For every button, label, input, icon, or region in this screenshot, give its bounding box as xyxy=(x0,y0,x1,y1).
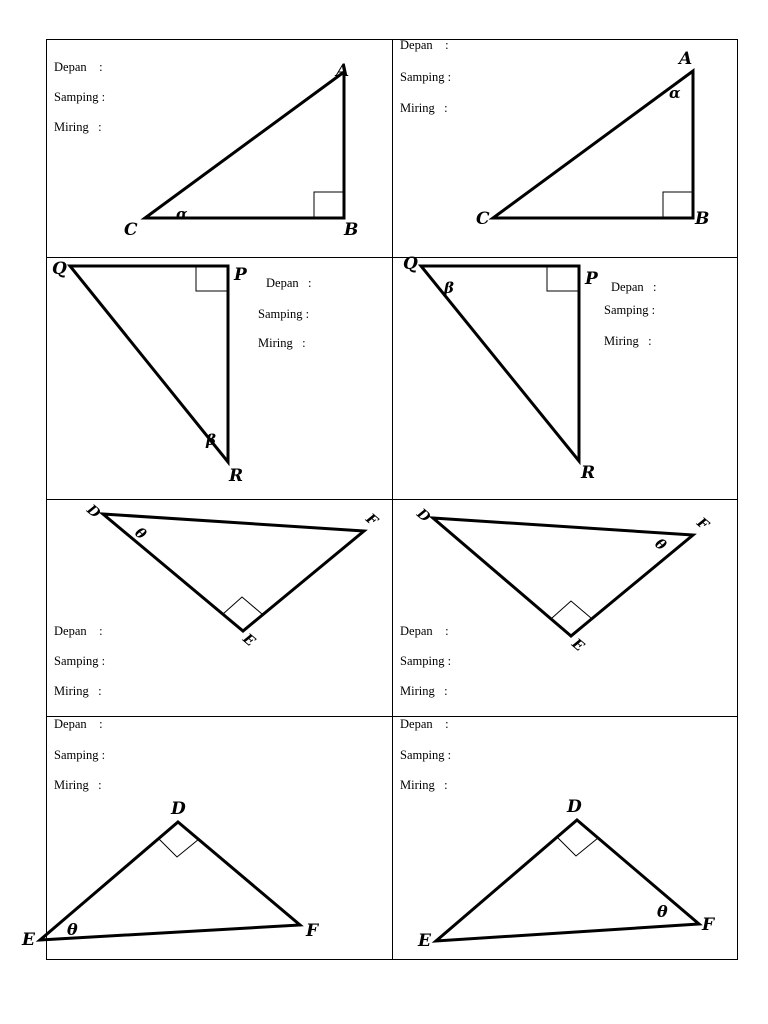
label-depan-c3: Depan : xyxy=(266,276,312,290)
label-depan-c6: Depan : xyxy=(400,624,449,638)
right-angle-mark-c3 xyxy=(196,266,228,291)
label-miring-c5: Miring : xyxy=(54,684,102,698)
vertex-label-a-c2: A xyxy=(679,49,693,69)
label-depan-c2: Depan : xyxy=(400,38,449,52)
vertex-label-f-c6: F xyxy=(693,514,712,534)
label-samping-c5: Samping : xyxy=(54,654,106,668)
label-samping-c2: Samping : xyxy=(400,70,452,84)
vertex-label-e-c5: E xyxy=(239,630,258,650)
label-depan-c5: Depan : xyxy=(54,624,103,638)
label-samping-c8: Samping : xyxy=(400,748,452,762)
vertex-label-q-c3: Q xyxy=(52,259,67,279)
vertex-label-p-c3: P xyxy=(234,265,247,285)
label-depan-c1: Depan : xyxy=(54,60,103,74)
vertex-label-b-c2: B xyxy=(695,209,710,229)
vertex-label-f-c8: F xyxy=(702,915,715,935)
right-angle-mark-c6 xyxy=(552,601,591,618)
label-miring-c3: Miring : xyxy=(258,336,306,350)
label-depan-c4: Depan : xyxy=(611,280,657,294)
vertex-label-e-c6: E xyxy=(568,635,587,655)
vertex-label-p-c4: P xyxy=(585,269,598,289)
angle-label-c7: θ xyxy=(67,920,78,939)
angle-label-c5: θ xyxy=(131,524,149,544)
triangle-c7 xyxy=(40,822,300,940)
label-miring-c8: Miring : xyxy=(400,778,448,792)
triangle-c6 xyxy=(433,518,693,636)
angle-label-c1: α xyxy=(176,205,188,223)
vertex-label-r-c4: R xyxy=(581,463,596,483)
label-miring-c1: Miring : xyxy=(54,120,102,134)
right-angle-mark-c4 xyxy=(547,266,579,291)
label-depan-c7: Depan : xyxy=(54,717,103,731)
label-samping-c7: Samping : xyxy=(54,748,106,762)
vertex-label-f-c7: F xyxy=(306,921,319,941)
vertex-label-d-c7: D xyxy=(171,799,186,819)
label-samping-c3: Samping : xyxy=(258,307,310,321)
vertex-label-r-c3: R xyxy=(229,466,244,486)
label-samping-c6: Samping : xyxy=(400,654,452,668)
label-miring-c6: Miring : xyxy=(400,684,448,698)
vertex-label-d-c5: D xyxy=(83,501,104,522)
vertex-label-b-c1: B xyxy=(344,220,359,240)
triangle-c8 xyxy=(436,820,699,941)
label-miring-c7: Miring : xyxy=(54,778,102,792)
right-angle-mark-c2 xyxy=(663,192,693,218)
vertex-label-d-c6: D xyxy=(413,505,434,526)
label-miring-c2: Miring : xyxy=(400,101,448,115)
right-angle-mark-c7 xyxy=(158,838,199,857)
vertex-label-e-c8: E xyxy=(418,931,431,951)
right-angle-mark-c8 xyxy=(557,837,598,856)
vertex-label-c-c2: C xyxy=(476,209,490,229)
label-miring-c4: Miring : xyxy=(604,334,652,348)
label-samping-c4: Samping : xyxy=(604,303,656,317)
right-angle-mark-c1 xyxy=(314,192,344,218)
angle-label-c4: β xyxy=(444,279,454,297)
vertex-label-c-c1: C xyxy=(124,220,138,240)
angle-label-c2: α xyxy=(669,84,681,102)
label-samping-c1: Samping : xyxy=(54,90,106,104)
label-depan-c8: Depan : xyxy=(400,717,449,731)
angle-label-c3: β xyxy=(206,431,216,449)
vertex-label-f-c5: F xyxy=(362,510,381,530)
right-angle-mark-c5 xyxy=(223,597,262,614)
triangle-c3 xyxy=(70,266,228,462)
vertex-label-a-c1: A xyxy=(336,61,350,81)
vertex-label-q-c4: Q xyxy=(403,254,418,274)
vertex-label-d-c8: D xyxy=(567,797,582,817)
angle-label-c8: θ xyxy=(657,902,668,921)
vertex-label-e-c7: E xyxy=(22,930,35,950)
angle-label-c6: θ xyxy=(651,535,669,555)
